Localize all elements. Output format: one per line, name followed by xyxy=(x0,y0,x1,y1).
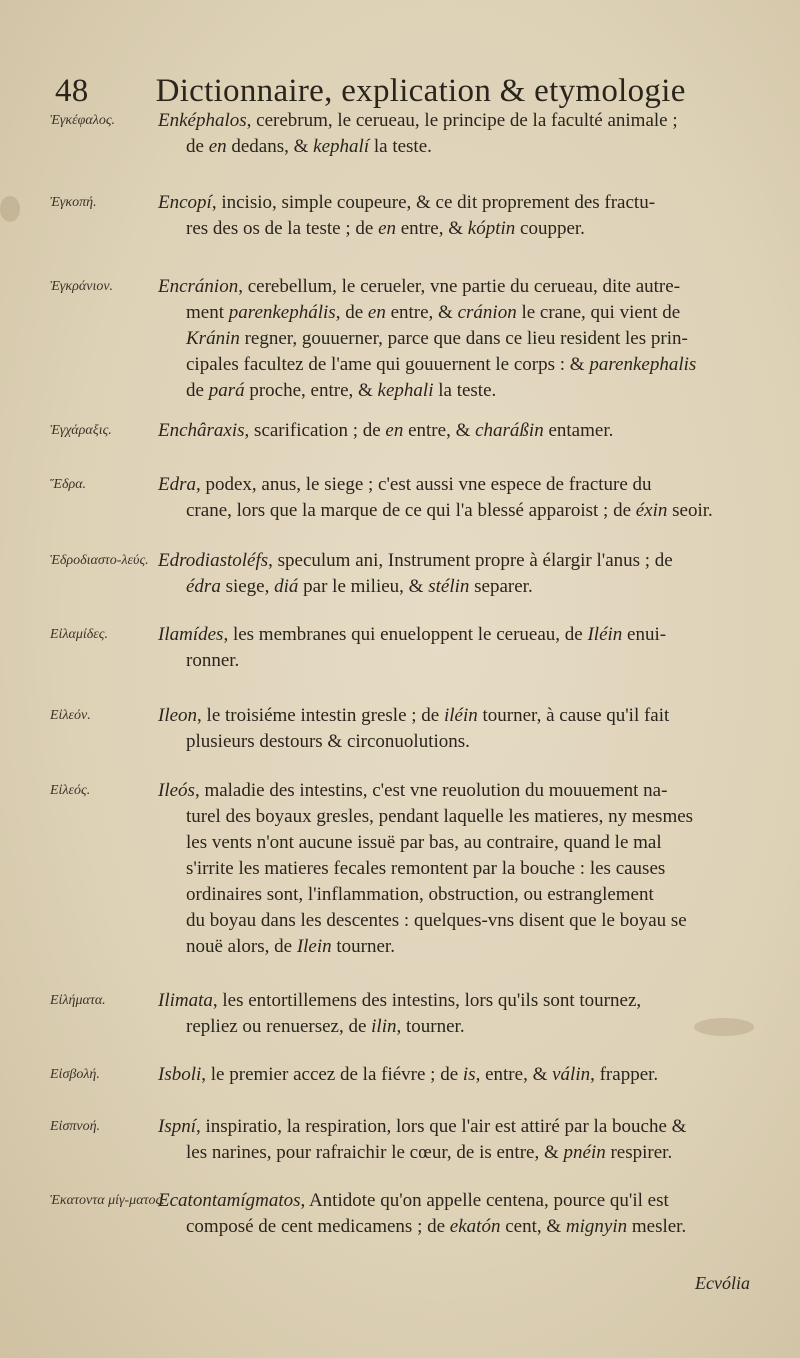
greek-headword: Ἐγκέφαλος. xyxy=(50,113,116,128)
text-run: par le milieu, & xyxy=(298,576,429,597)
text-run: les vents n'ont aucune issuë par bas, au contraire, quand le mal xyxy=(186,832,662,853)
text-run: regner, gouuerner, parce que dans ce lieu resident les prin- xyxy=(239,328,688,349)
text-run: proche, entre, & xyxy=(244,380,378,401)
italic-term: cránion xyxy=(457,302,517,323)
definition-line xyxy=(158,274,758,300)
text-run: tourner, à cause qu'il fait xyxy=(477,705,670,726)
text-run: ment xyxy=(186,302,229,323)
text-run: , inspiratio, la respiration, lors que l'air est attiré par la bouche & xyxy=(196,1116,687,1137)
definition-text xyxy=(158,778,758,960)
page-stain xyxy=(0,196,20,222)
definition-line xyxy=(158,622,758,648)
definition-line xyxy=(158,190,758,216)
italic-term: Ileós xyxy=(158,780,195,801)
definition-line xyxy=(158,498,758,524)
text-run: dedans, & xyxy=(226,136,314,157)
running-title: Dictionnaire, explication & etymologie xyxy=(155,73,686,109)
definition-line xyxy=(158,418,758,444)
text-run: ronner. xyxy=(186,650,240,671)
greek-headword: Ἕδρα. xyxy=(50,477,87,492)
greek-headword: Εἰλήματα. xyxy=(50,993,106,1008)
italic-term: Edrodiastoléfs xyxy=(158,550,269,571)
definition-line xyxy=(158,908,758,934)
definition-line xyxy=(158,804,758,830)
definition-line xyxy=(158,134,758,160)
greek-headword: Εἰλεόν. xyxy=(50,708,91,723)
italic-term: pnéin xyxy=(563,1142,606,1163)
definition-line xyxy=(158,1214,758,1240)
italic-term: Iléin xyxy=(587,624,623,645)
greek-headword: Ἐγχάραξις. xyxy=(50,423,112,438)
italic-term: kephalí xyxy=(313,136,370,157)
italic-term: Ecatontamígmatos xyxy=(158,1190,301,1211)
text-run: entre, & xyxy=(403,420,476,441)
definition-line xyxy=(158,1062,758,1088)
definition-line xyxy=(158,778,758,804)
text-run: , podex, anus, le siege ; c'est aussi vne espece de fracture du xyxy=(196,474,652,495)
definition-line xyxy=(158,882,758,908)
definition-line xyxy=(158,1014,758,1040)
text-run: du boyau dans les descentes : quelques-vns disent que le boyau se xyxy=(186,910,687,931)
text-run: , cerebrum, le cerueau, le principe de la faculté animale ; xyxy=(246,110,678,131)
definition-line xyxy=(158,648,758,674)
italic-term: en xyxy=(385,420,404,441)
greek-headword: Εἰσπνοή. xyxy=(50,1119,101,1134)
greek-headword: Ἑδροδιαστο-λεύς. xyxy=(50,553,149,568)
definition-text xyxy=(158,1188,758,1240)
text-run: , Antidote qu'on appelle centena, pource qu'il est xyxy=(300,1190,669,1211)
text-run: repliez ou renuersez, de xyxy=(186,1016,372,1037)
text-run: cipales facultez de l'ame qui gouuernent le corps : & xyxy=(186,354,590,375)
text-run: entamer. xyxy=(543,420,614,441)
text-run: entre, & xyxy=(385,302,458,323)
text-run: nouë alors, de xyxy=(186,936,297,957)
definition-line xyxy=(158,472,758,498)
text-run: seoir. xyxy=(667,500,713,521)
definition-line xyxy=(158,108,758,134)
italic-term: Encopí xyxy=(158,192,212,213)
italic-term: en xyxy=(378,218,396,239)
text-run: s'irrite les matieres fecales remontent par la bouche : les causes xyxy=(186,858,666,879)
text-run: siege, xyxy=(220,576,275,597)
greek-headword: Ἑκατοντα μίγ-ματος. xyxy=(50,1193,165,1208)
definition-text xyxy=(158,988,758,1040)
italic-term: Edra xyxy=(158,474,196,495)
text-run: , frapper. xyxy=(590,1064,659,1085)
definition-line xyxy=(158,703,758,729)
text-run: respirer. xyxy=(605,1142,673,1163)
definition-text xyxy=(158,108,758,160)
definition-line xyxy=(158,988,758,1014)
definition-line xyxy=(158,326,758,352)
definition-line xyxy=(158,729,758,755)
italic-term: is xyxy=(462,1064,476,1085)
greek-headword: Εἰλαμίδες. xyxy=(50,627,108,642)
definition-line xyxy=(158,574,758,600)
text-run: , speculum ani, Instrument propre à élargir l'anus ; de xyxy=(268,550,673,571)
italic-term: charáßin xyxy=(475,420,544,441)
italic-term: pará xyxy=(208,380,245,401)
text-run: , scarification ; de xyxy=(244,420,386,441)
definition-line xyxy=(158,830,758,856)
italic-term: stélin xyxy=(428,576,470,597)
text-run: , cerebellum, le cerueler, vne partie du cerueau, dite autre- xyxy=(238,276,681,297)
text-run: les narines, pour rafraichir le cœur, de is entre, & xyxy=(186,1142,564,1163)
text-run: , incisio, simple coupeure, & ce dit proprement des fractu- xyxy=(211,192,656,213)
italic-term: Enképhalos xyxy=(158,110,247,131)
definition-text xyxy=(158,548,758,600)
text-run: separer. xyxy=(469,576,533,597)
catchword: Ecvólia xyxy=(695,1273,750,1293)
italic-term: Ispní xyxy=(158,1116,196,1137)
italic-term: Ilamídes xyxy=(158,624,224,645)
italic-term: éxin xyxy=(635,500,668,521)
text-run: turel des boyaux gresles, pendant laquelle les matieres, ny mesmes xyxy=(186,806,694,827)
definition-line xyxy=(158,548,758,574)
definition-line xyxy=(158,216,758,242)
italic-term: ekatón xyxy=(449,1216,501,1237)
definition-line xyxy=(158,856,758,882)
italic-term: iléin xyxy=(443,705,478,726)
definition-text xyxy=(158,622,758,674)
definition-text xyxy=(158,418,758,444)
definition-line xyxy=(158,1188,758,1214)
definition-line xyxy=(158,300,758,326)
text-run: , le troisiéme intestin gresle ; de xyxy=(197,705,444,726)
italic-term: Kránin xyxy=(186,328,240,349)
italic-term: ilin xyxy=(371,1016,397,1037)
definition-text xyxy=(158,703,758,755)
text-run: crane, lors que la marque de ce qui l'a blessé apparoist ; de xyxy=(186,500,636,521)
text-run: ordinaires sont, l'inflammation, obstruction, ou estranglement xyxy=(186,884,654,905)
greek-headword: Εἰλεός. xyxy=(50,783,91,798)
italic-term: en xyxy=(208,136,227,157)
definition-text xyxy=(158,274,758,404)
italic-term: Ileon xyxy=(158,705,198,726)
italic-term: válin xyxy=(552,1064,591,1085)
text-run: , de xyxy=(335,302,368,323)
text-run: cent, & xyxy=(500,1216,566,1237)
italic-term: mignyin xyxy=(565,1216,628,1237)
definition-line xyxy=(158,1114,758,1140)
text-run: , entre, & xyxy=(475,1064,553,1085)
greek-headword: Ἐγκράνιον. xyxy=(50,279,114,294)
text-run: le crane, qui vient de xyxy=(516,302,681,323)
text-run: composé de cent medicamens ; de xyxy=(186,1216,450,1237)
greek-headword: Ἐγκοπή. xyxy=(50,195,97,210)
text-run: entre, & xyxy=(396,218,468,239)
text-run: de xyxy=(186,136,209,157)
italic-term: kephali xyxy=(377,380,434,401)
text-run: , les entortillemens des intestins, lors qu'ils sont tournez, xyxy=(212,990,642,1011)
italic-term: diá xyxy=(274,576,299,597)
definition-line xyxy=(158,378,758,404)
italic-term: Ilimata xyxy=(158,990,213,1011)
italic-term: Encránion xyxy=(158,276,239,297)
italic-term: Enchâraxis xyxy=(158,420,245,441)
text-run: enui- xyxy=(622,624,667,645)
text-run: res des os de la teste ; de xyxy=(186,218,379,239)
definition-text xyxy=(158,472,758,524)
definition-text xyxy=(158,1114,758,1166)
page-number: 48 xyxy=(55,73,89,109)
italic-term: édra xyxy=(186,576,221,597)
italic-term: Ilein xyxy=(296,936,332,957)
text-run: , le premier accez de la fiévre ; de xyxy=(201,1064,463,1085)
definition-text xyxy=(158,1062,758,1088)
text-run: , tourner. xyxy=(396,1016,465,1037)
text-run: de xyxy=(186,380,209,401)
text-run: plusieurs destours & circonuolutions. xyxy=(186,731,470,752)
italic-term: Isboli xyxy=(158,1064,202,1085)
definition-line xyxy=(158,1140,758,1166)
text-run: , maladie des intestins, c'est vne reuolution du mouuement na- xyxy=(194,780,668,801)
text-run: la teste. xyxy=(433,380,497,401)
text-run: la teste. xyxy=(369,136,432,157)
text-run: mesler. xyxy=(627,1216,687,1237)
definition-text xyxy=(158,190,758,242)
definition-line xyxy=(158,352,758,378)
italic-term: kóptin xyxy=(467,218,516,239)
greek-headword: Εἰσβολή. xyxy=(50,1067,100,1082)
italic-term: parenkephalis xyxy=(589,354,697,375)
text-run: coupper. xyxy=(515,218,585,239)
italic-term: en xyxy=(367,302,386,323)
definition-line xyxy=(158,934,758,960)
italic-term: parenkephális xyxy=(228,302,336,323)
text-run: , les membranes qui enueloppent le cerueau, de xyxy=(223,624,588,645)
text-run: tourner. xyxy=(331,936,395,957)
